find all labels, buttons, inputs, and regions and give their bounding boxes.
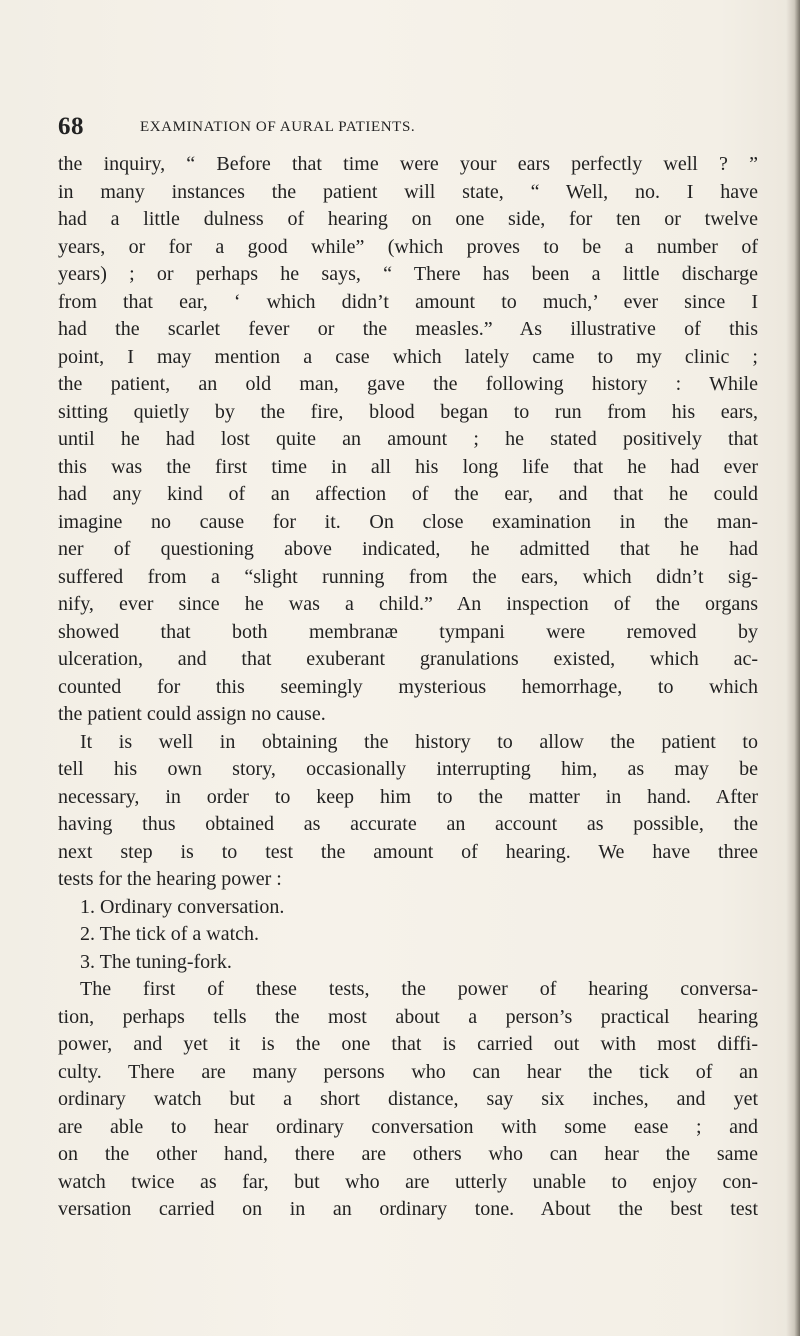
text-line: versation carried on in an ordinary tone. About the best test — [58, 1198, 758, 1220]
text-line: are able to hear ordinary conversation with some ease ; and — [58, 1115, 758, 1138]
list-item: 1. Ordinary conversation. — [80, 895, 285, 918]
body-text — [58, 151, 758, 1224]
text-line: tell his own story, occasionally interrupting him, as may be — [58, 758, 758, 780]
text-line: in many instances the patient will state, “ Well, no. I have — [58, 180, 758, 203]
page-binding-shadow — [786, 0, 800, 1336]
text-line: sitting quietly by the fire, blood began to run from his ears, — [58, 400, 758, 423]
text-line: culty. There are many persons who can hear the tick of an — [58, 1060, 758, 1083]
text-line: tion, perhaps tells the most about a person’s practical hearing — [58, 1005, 758, 1028]
text-line: on the other hand, there are others who can hear the same — [58, 1143, 758, 1165]
text-line: ordinary watch but a short distance, say six inches, and yet — [58, 1088, 758, 1110]
text-line: the patient could assign no cause. — [58, 703, 326, 725]
text-line: had any kind of an affection of the ear, and that he could — [58, 483, 758, 505]
text-line: from that ear, ‘ which didn’t amount to much,’ ever since I — [58, 290, 758, 313]
text-line: suffered from a “slight running from the ears, which didn’t sig- — [58, 565, 758, 588]
text-line: the inquiry, “ Before that time were your ears perfectly well ? ” — [58, 153, 758, 175]
list-item: 2. The tick of a watch. — [80, 923, 260, 945]
list-item: 3. The tuning-fork. — [80, 950, 232, 973]
text-line: had the scarlet fever or the measles.” As illustrative of this — [58, 318, 758, 340]
page-header — [58, 113, 758, 143]
text-line: counted for this seemingly mysterious hemorrhage, to which — [58, 675, 758, 698]
text-line: until he had lost quite an amount ; he stated positively that — [58, 428, 758, 450]
text-line: next step is to test the amount of hearing. We have three — [58, 840, 758, 863]
text-line: ulceration, and that exuberant granulations existed, which ac- — [58, 648, 758, 670]
text-line: years) ; or perhaps he says, “ There has been a little discharge — [58, 263, 758, 285]
page-number: 68 — [58, 113, 84, 140]
text-line: having thus obtained as accurate an account as possible, the — [58, 813, 758, 835]
text-line: power, and yet it is the one that is carried out with most diffi- — [58, 1033, 758, 1055]
text-line: tests for the hearing power : — [58, 868, 282, 890]
text-line: ner of questioning above indicated, he admitted that he had — [58, 538, 758, 560]
text-line: watch twice as far, but who are utterly unable to enjoy con- — [58, 1170, 758, 1193]
text-line: years, or for a good while” (which proves to be a number of — [58, 235, 758, 258]
running-head: EXAMINATION OF AURAL PATIENTS. — [140, 119, 416, 135]
text-line: point, I may mention a case which lately came to my clinic ; — [58, 345, 758, 368]
text-line: nify, ever since he was a child.” An inspection of the organs — [58, 593, 758, 615]
text-line: The first of these tests, the power of hearing conversa- — [80, 978, 758, 1000]
text-line: It is well in obtaining the history to allow the patient to — [80, 730, 758, 753]
text-line: showed that both membranæ tympani were removed by — [58, 620, 758, 643]
text-line: had a little dulness of hearing on one side, for ten or twelve — [58, 208, 758, 230]
text-line: this was the first time in all his long life that he had ever — [58, 455, 758, 478]
text-line: the patient, an old man, gave the following history : While — [58, 373, 758, 395]
text-line: necessary, in order to keep him to the matter in hand. After — [58, 785, 758, 808]
text-line: imagine no cause for it. On close examination in the man- — [58, 510, 758, 533]
